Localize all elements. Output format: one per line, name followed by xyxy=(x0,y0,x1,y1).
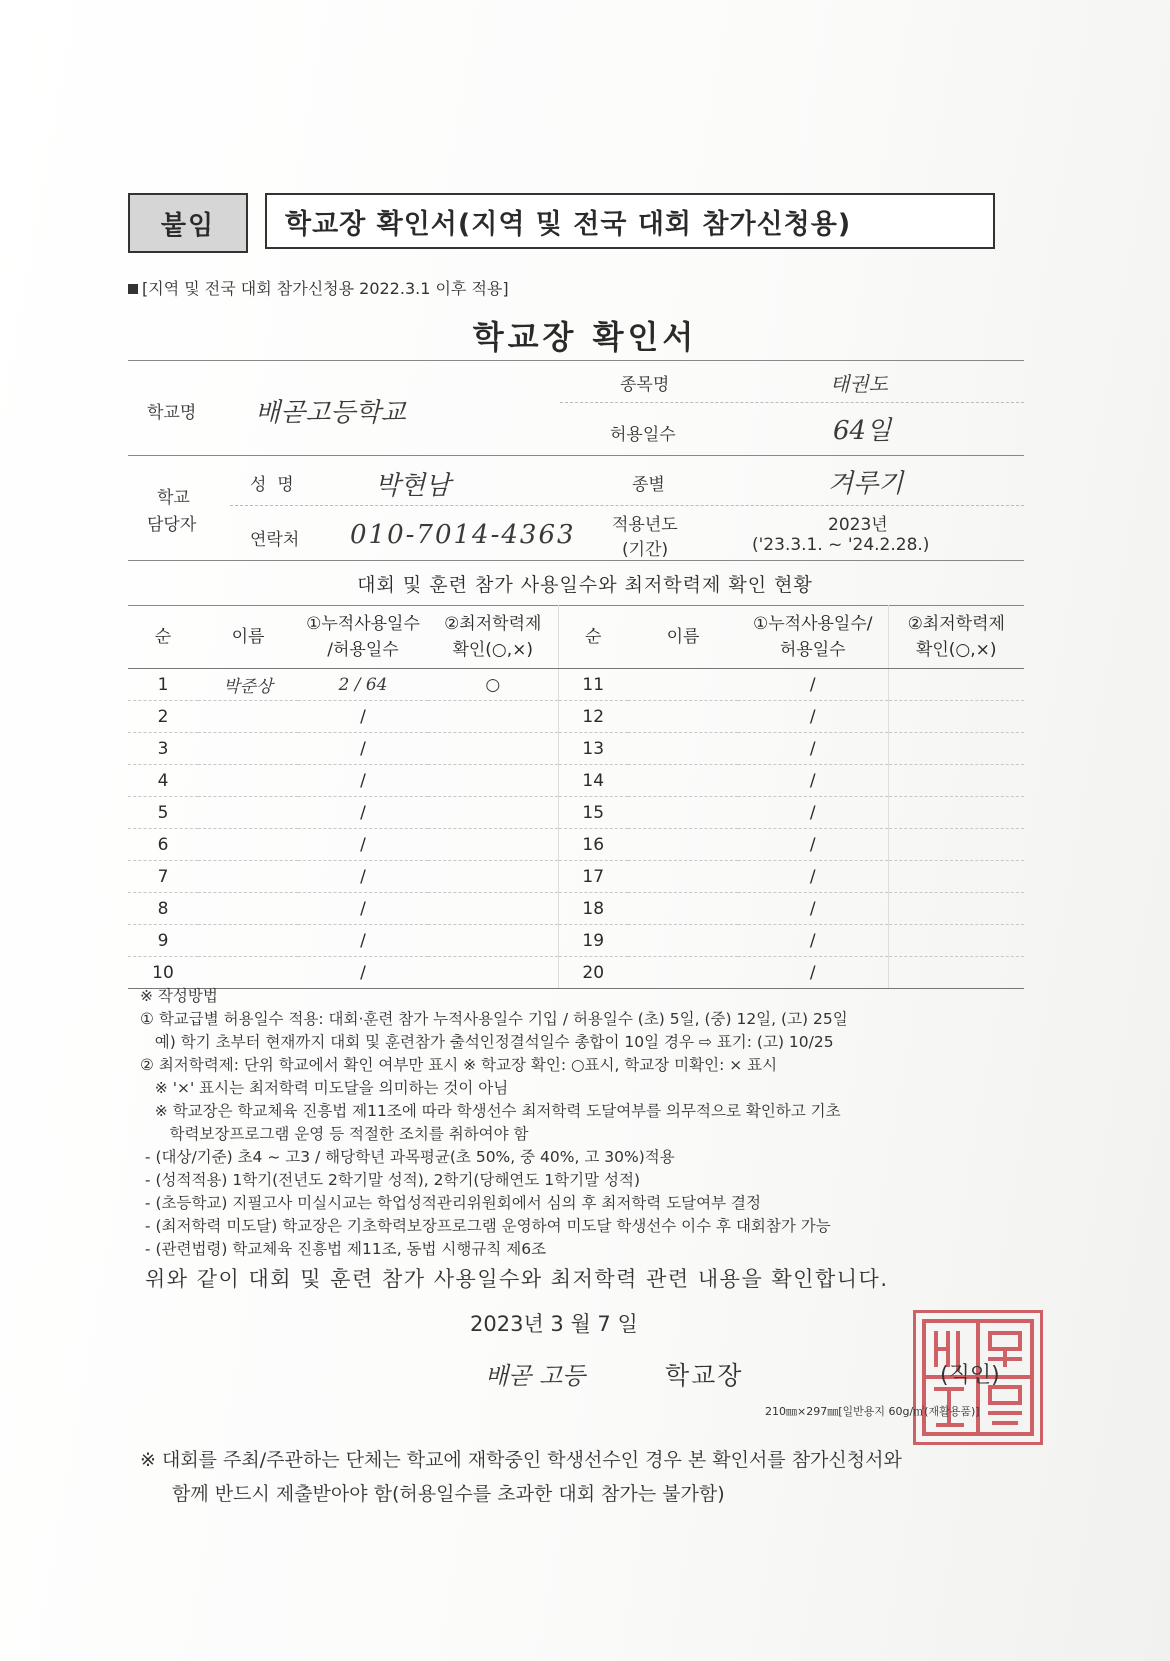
confirmation-statement: 위와 같이 대회 및 훈련 참가 사용일수와 최저학력 관련 내용을 확인합니다. xyxy=(145,1267,889,1291)
usage-table xyxy=(128,605,1024,989)
table-row xyxy=(128,765,1024,797)
min-achievement-check xyxy=(428,701,558,733)
table-row xyxy=(128,797,1024,829)
days-used: / xyxy=(298,893,428,925)
contact-group-label-2: 담당자 xyxy=(147,515,197,535)
days-used: / xyxy=(738,797,888,829)
col-header-check: ②최저학력제 확인(○,×) xyxy=(428,606,558,669)
row-number: 13 xyxy=(558,733,628,765)
days-used: / xyxy=(298,829,428,861)
school-signature: 배곧 고등 xyxy=(485,1362,586,1390)
days-used: / xyxy=(738,829,888,861)
table-row xyxy=(128,669,1024,701)
contact-name-label: 성 명 xyxy=(250,475,294,495)
applicability-note-text: [지역 및 전국 대회 참가신청용 2022.3.1 이후 적용] xyxy=(142,279,509,298)
table-row xyxy=(128,861,1024,893)
row-number: 10 xyxy=(128,957,198,989)
col-header-no: 순 xyxy=(558,606,628,669)
year-label: 적용년도 xyxy=(612,515,678,535)
min-achievement-check xyxy=(888,957,1024,989)
col-header-check: ②최저학력제 확인(○,×) xyxy=(888,606,1024,669)
student-name xyxy=(628,861,738,893)
min-achievement-check xyxy=(428,861,558,893)
form-title-box: 학교장 확인서(지역 및 전국 대회 참가신청용) xyxy=(265,193,995,249)
min-achievement-check xyxy=(888,861,1024,893)
submission-note xyxy=(140,1443,1040,1511)
student-name xyxy=(198,957,298,989)
instruction-line: ② 최저학력제: 단위 학교에서 확인 여부만 표시 ※ 학교장 확인: ○표시, 학교장 미확인: × 표시 xyxy=(140,1056,778,1074)
days-used: / xyxy=(738,925,888,957)
min-achievement-check xyxy=(428,829,558,861)
min-achievement-check xyxy=(428,957,558,989)
row-number: 9 xyxy=(128,925,198,957)
days-used: / xyxy=(738,733,888,765)
divider xyxy=(128,360,1024,361)
table-row xyxy=(128,829,1024,861)
period-label: (기간) xyxy=(622,540,669,560)
student-name xyxy=(198,829,298,861)
row-number: 2 xyxy=(128,701,198,733)
min-achievement-check xyxy=(888,925,1024,957)
category-value: 겨루기 xyxy=(828,469,904,499)
min-achievement-check xyxy=(428,893,558,925)
student-name xyxy=(628,797,738,829)
table-row xyxy=(128,733,1024,765)
days-used: / xyxy=(738,861,888,893)
row-number: 20 xyxy=(558,957,628,989)
school-name-label: 학교명 xyxy=(147,403,197,423)
applicability-note xyxy=(128,276,509,299)
phone-value: 010-7014-4363 xyxy=(350,520,576,550)
row-number: 14 xyxy=(558,765,628,797)
contact-name-value: 박현남 xyxy=(375,471,451,501)
allowed-days-value: 64일 xyxy=(833,416,892,446)
min-achievement-check xyxy=(428,765,558,797)
table-row xyxy=(128,957,1024,989)
col-header-days: ①누적사용일수 /허용일수 xyxy=(298,606,428,669)
days-used: / xyxy=(298,925,428,957)
col-header-days: ①누적사용일수/ 허용일수 xyxy=(738,606,888,669)
student-name xyxy=(198,861,298,893)
row-number: 8 xyxy=(128,893,198,925)
divider xyxy=(128,455,1024,456)
divider xyxy=(230,505,1024,506)
instruction-line: - (성적적용) 1학기(전년도 2학기말 성적), 2학기(당해연도 1학기말 성적) xyxy=(140,1171,640,1189)
row-number: 4 xyxy=(128,765,198,797)
min-achievement-check xyxy=(888,829,1024,861)
allowed-days-label: 허용일수 xyxy=(610,425,676,445)
paper-spec-note: 210㎜×297㎜[일반용지 60g/㎡(재활용품)] xyxy=(765,1405,980,1418)
instruction-line: - (관련법령) 학교체육 진흥법 제11조, 동법 시행규칙 제6조 xyxy=(140,1240,547,1258)
student-name xyxy=(198,893,298,925)
col-header-no: 순 xyxy=(128,606,198,669)
student-name xyxy=(198,925,298,957)
student-name xyxy=(198,701,298,733)
row-number: 7 xyxy=(128,861,198,893)
min-achievement-check xyxy=(428,797,558,829)
row-number: 17 xyxy=(558,861,628,893)
row-number: 6 xyxy=(128,829,198,861)
category-label: 종별 xyxy=(632,475,665,495)
min-achievement-check xyxy=(428,925,558,957)
table-body xyxy=(128,669,1024,989)
min-achievement-check xyxy=(888,669,1024,701)
student-name xyxy=(628,957,738,989)
student-name xyxy=(198,797,298,829)
instruction-line: ※ 학교장은 학교체육 진흥법 제11조에 따라 학생선수 최저학력 도달여부를 의무적으로 확인하고 기초 xyxy=(140,1102,841,1120)
contact-group-label-1: 학교 xyxy=(157,488,190,508)
student-name: 박준상 xyxy=(198,669,298,701)
writing-instructions xyxy=(140,985,1040,1261)
days-used: / xyxy=(298,861,428,893)
col-header-name: 이름 xyxy=(628,606,738,669)
phone-label: 연락처 xyxy=(250,530,300,550)
instruction-line: ※ '×' 표시는 최저학력 미도달을 의미하는 것이 아님 xyxy=(140,1079,509,1097)
days-used: / xyxy=(298,701,428,733)
days-used: / xyxy=(738,765,888,797)
instruction-line: 학력보장프로그램 운영 등 적절한 조치를 취하여야 함 xyxy=(140,1125,529,1143)
min-achievement-check xyxy=(888,797,1024,829)
period-value: ('23.3.1. ~ '24.2.28.) xyxy=(752,535,930,555)
row-number: 12 xyxy=(558,701,628,733)
row-number: 3 xyxy=(128,733,198,765)
row-number: 1 xyxy=(128,669,198,701)
col-header-name: 이름 xyxy=(198,606,298,669)
instruction-line: - (초등학교) 지필고사 미실시교는 학업성적관리위원회에서 심의 후 최저학력 도달여부 결정 xyxy=(140,1194,761,1212)
student-name xyxy=(628,669,738,701)
table-row xyxy=(128,701,1024,733)
row-number: 16 xyxy=(558,829,628,861)
days-used: 2 / 64 xyxy=(298,669,428,701)
days-used: / xyxy=(298,957,428,989)
table-row xyxy=(128,893,1024,925)
square-bullet-icon xyxy=(128,284,138,294)
student-name xyxy=(198,765,298,797)
divider xyxy=(560,402,1024,403)
days-used: / xyxy=(738,669,888,701)
student-name xyxy=(628,893,738,925)
student-name xyxy=(628,925,738,957)
student-name xyxy=(628,733,738,765)
days-used: / xyxy=(738,701,888,733)
instruction-line: - (최저학력 미도달) 학교장은 기초학력보장프로그램 운영하여 미도달 학생선수 이수 후 대회참가 가능 xyxy=(140,1217,831,1235)
submission-note-line: 함께 반드시 제출받아야 함(허용일수를 초과한 대회 참가는 불가함) xyxy=(172,1483,725,1505)
divider xyxy=(128,560,1024,561)
days-used: / xyxy=(298,765,428,797)
principal-label: 학교장 xyxy=(665,1361,744,1390)
student-name xyxy=(628,829,738,861)
row-number: 18 xyxy=(558,893,628,925)
days-used: / xyxy=(298,733,428,765)
min-achievement-check xyxy=(888,765,1024,797)
student-name xyxy=(628,701,738,733)
confirmation-date: 2023년 3 월 7 일 xyxy=(470,1312,638,1336)
attachment-tag: 붙임 xyxy=(128,193,248,253)
min-achievement-check xyxy=(888,701,1024,733)
min-achievement-check xyxy=(888,733,1024,765)
instruction-line: - (대상/기준) 초4 ~ 고3 / 해당학년 과목평균(초 50%, 중 40%, 고 30%)적용 xyxy=(140,1148,675,1166)
row-number: 5 xyxy=(128,797,198,829)
min-achievement-check xyxy=(888,893,1024,925)
student-name xyxy=(198,733,298,765)
min-achievement-check xyxy=(428,733,558,765)
school-name-value: 배곧고등학교 xyxy=(255,398,406,428)
instruction-line: ※ 작성방법 xyxy=(140,987,218,1005)
row-number: 15 xyxy=(558,797,628,829)
document-title: 학교장 확인서 xyxy=(472,318,698,356)
instruction-line: 예) 학기 초부터 현재까지 대회 및 훈련참가 출석인정결석일수 총합이 10일 경우 ⇨ 표기: (고) 10/25 xyxy=(140,1033,834,1051)
days-used: / xyxy=(738,957,888,989)
status-section-title: 대회 및 훈련 참가 사용일수와 최저학력제 확인 현황 xyxy=(357,574,813,596)
row-number: 19 xyxy=(558,925,628,957)
year-value: 2023년 xyxy=(828,515,888,535)
submission-note-line: ※ 대회를 주최/주관하는 단체는 학교에 재학중인 학생선수인 경우 본 확인서를 참가신청서와 xyxy=(140,1449,902,1471)
table-header-row xyxy=(128,606,1024,669)
sport-value: 태권도 xyxy=(830,372,888,396)
sport-label: 종목명 xyxy=(620,375,670,395)
table-row xyxy=(128,925,1024,957)
days-used: / xyxy=(738,893,888,925)
row-number: 11 xyxy=(558,669,628,701)
days-used: / xyxy=(298,797,428,829)
student-name xyxy=(628,765,738,797)
min-achievement-check: ○ xyxy=(428,669,558,701)
official-seal-label: (직인) xyxy=(940,1363,1000,1388)
instruction-line: ① 학교급별 허용일수 적용: 대회·훈련 참가 누적사용일수 기입 / 허용일수 (초) 5일, (중) 12일, (고) 25일 xyxy=(140,1010,848,1028)
